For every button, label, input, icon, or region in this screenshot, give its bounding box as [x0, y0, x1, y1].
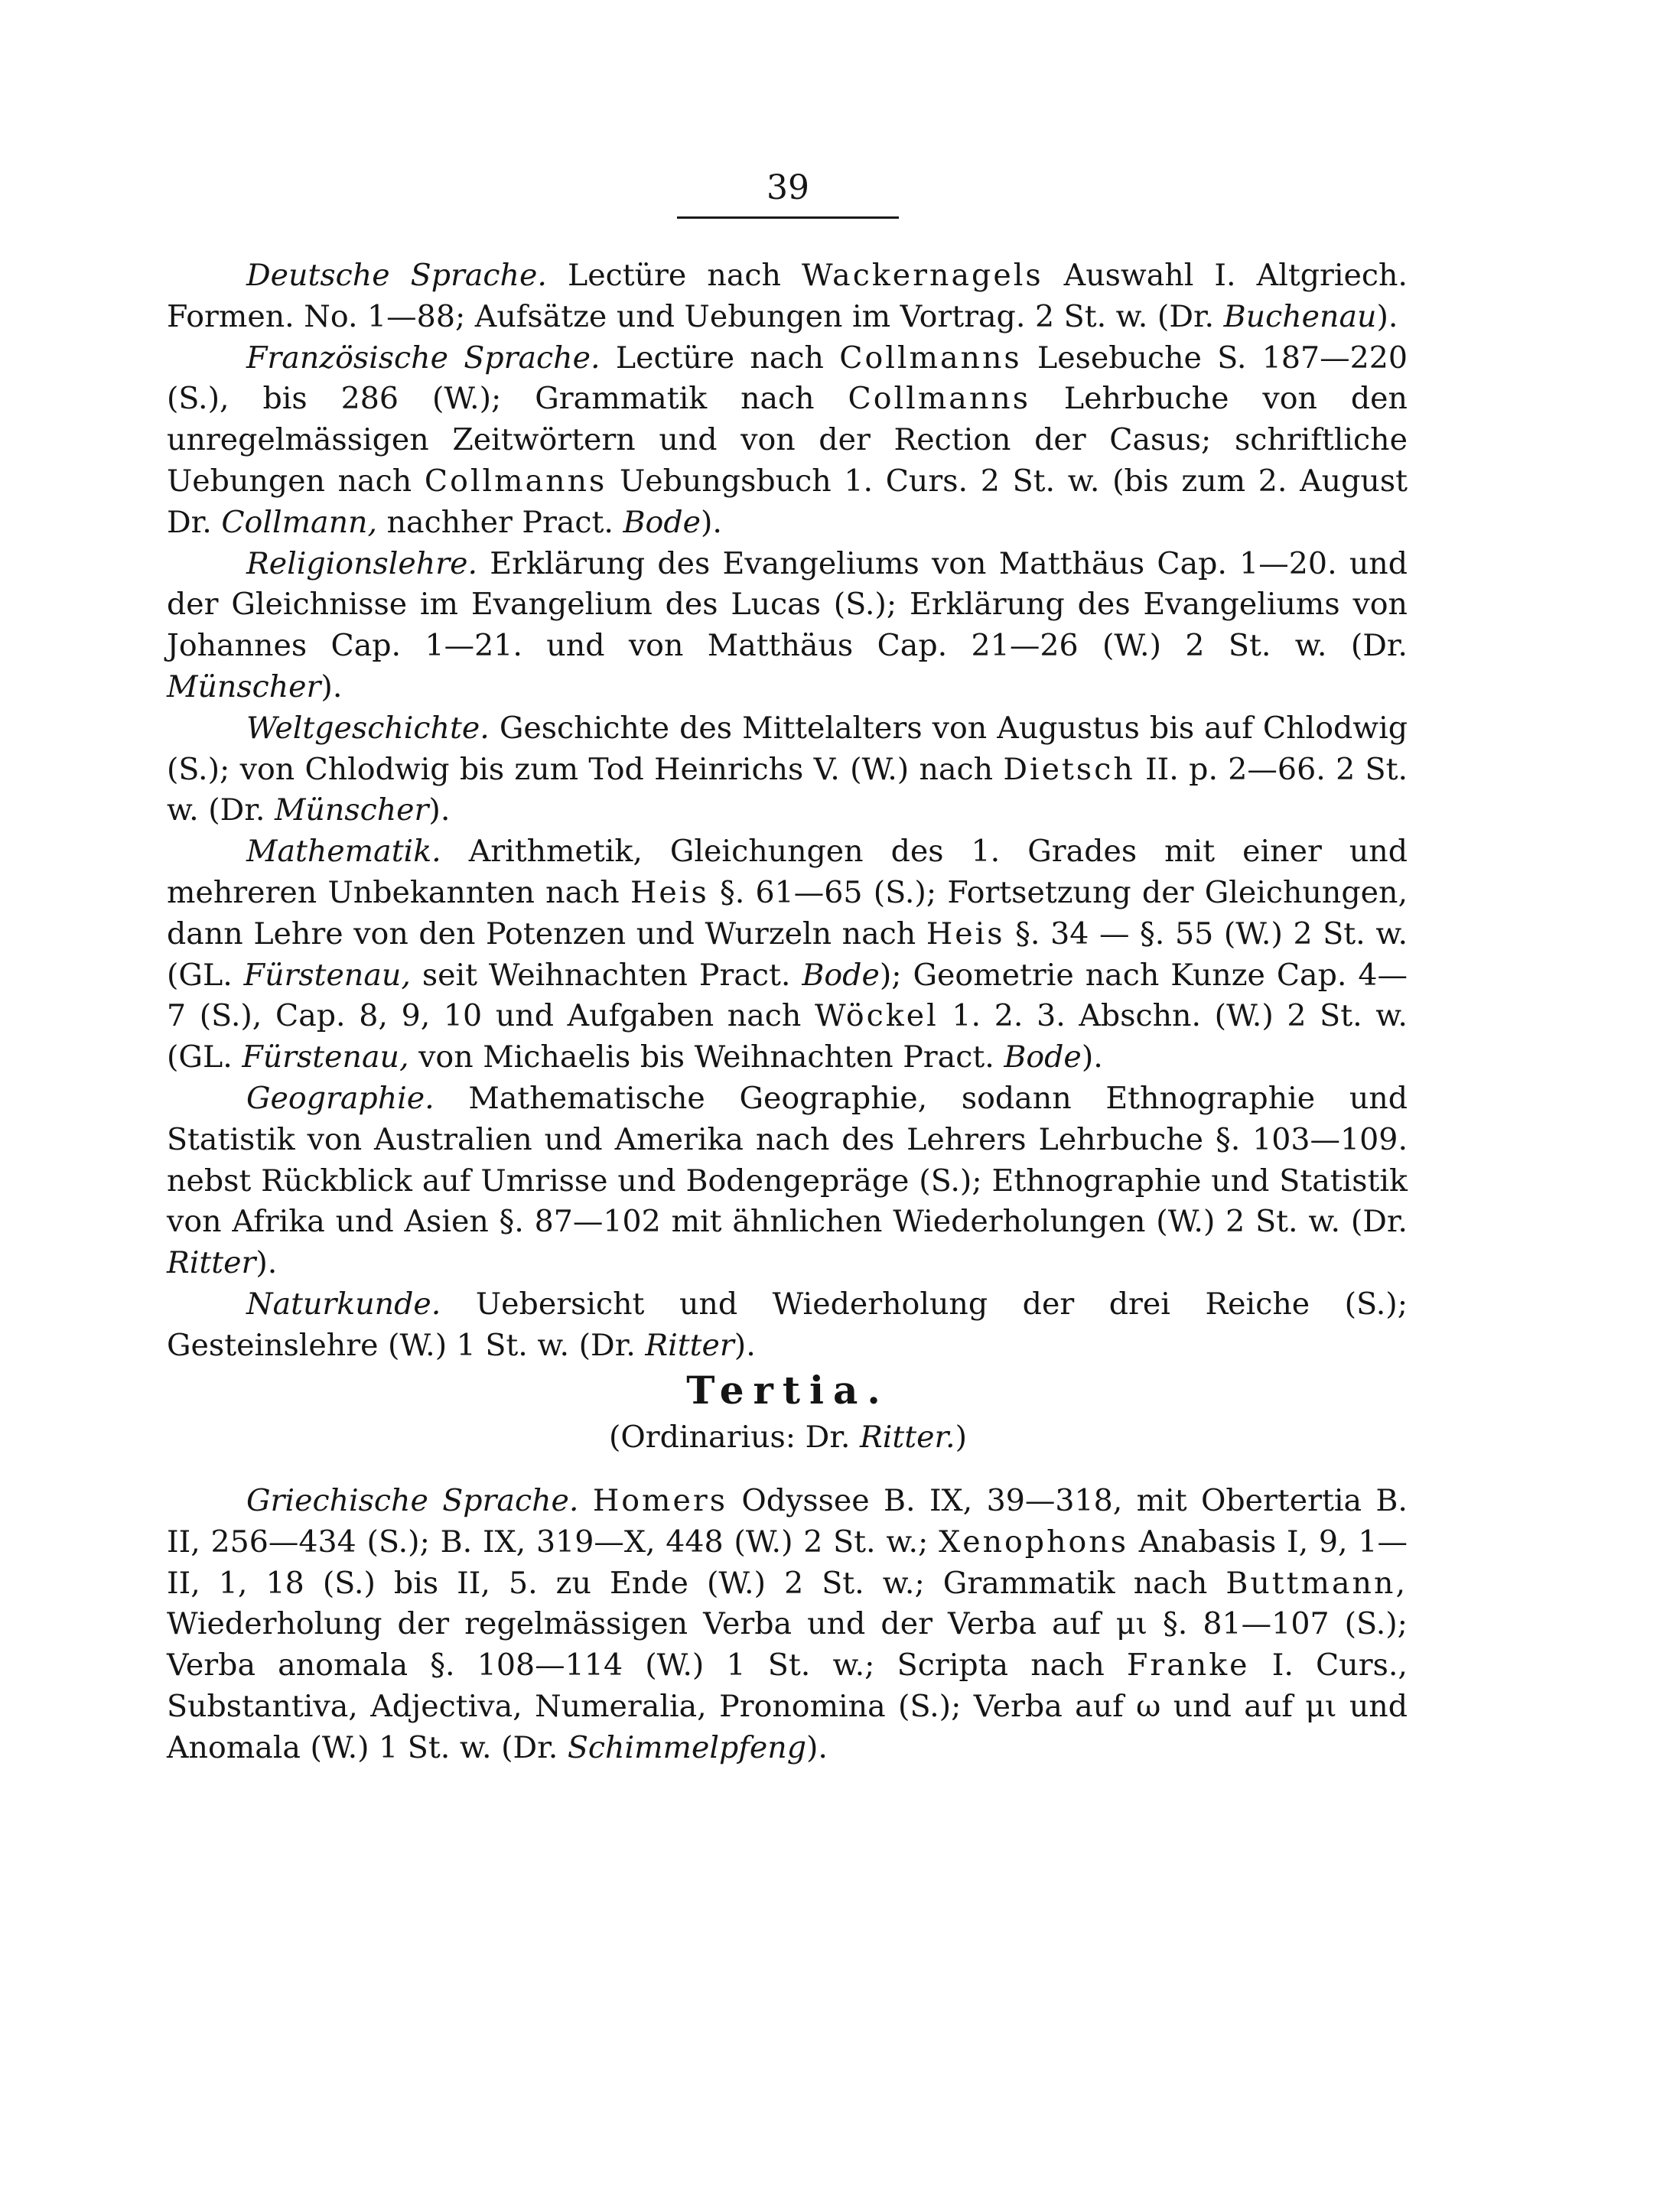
header-rule — [677, 216, 899, 219]
name-italic: Ritter — [167, 1245, 256, 1281]
paragraph-text: Uebungsbuch 1. Curs. 2 St. w. (bis zum 2. August Dr. — [167, 463, 1408, 540]
paragraph-text: §. 61—65 (S.); Fortsetzung der Gleichungen, dann Lehre von den Potenzen und Wurzeln nach — [167, 874, 1408, 951]
name-spaced: Collmanns — [839, 340, 1022, 376]
name-italic: Münscher — [274, 792, 429, 828]
name-spaced: Homers — [592, 1483, 728, 1518]
name-spaced: Collmanns — [424, 463, 607, 499]
paragraph-text: I. Curs., Substantiva, Adjectiva, Numeralia, Pronomina (S.); Verba auf ω und auf μι und Anomala (W.) 1 St. w. (Dr. — [167, 1648, 1408, 1765]
paragraph-text: ). — [321, 668, 343, 704]
name-italic: Münscher — [167, 668, 321, 704]
subject-heading: Geographie. — [246, 1080, 435, 1116]
paragraph-text: 1. 2. 3. Abschn. (W.) 2 St. w. (GL. — [167, 998, 1408, 1075]
course-paragraph — [167, 255, 1408, 338]
page-number: 39 — [767, 168, 809, 207]
paragraph-text: seit Weihnachten Pract. — [410, 957, 802, 993]
ordinarius-line — [0, 1420, 1576, 1455]
name-spaced: Wackernagels — [802, 258, 1043, 293]
subject-heading: Griechische Sprache. — [246, 1483, 579, 1518]
paragraph-text: Arithmetik, Gleichungen des 1. Grades mit einer und mehreren Unbekannten nach — [167, 834, 1408, 910]
subject-heading: Weltgeschichte. — [246, 710, 490, 746]
course-paragraph — [167, 544, 1408, 708]
paragraph-text: ). — [806, 1729, 828, 1765]
paragraph-text: II. p. 2—66. 2 St. w. (Dr. — [167, 751, 1408, 828]
paragraph-text: Lehrbuche von den unregelmässigen Zeitwörtern und von der Rection der Casus; schriftliche Uebungen nach — [167, 381, 1408, 499]
name-italic: Ritter — [645, 1327, 734, 1363]
paragraph-text: ). — [734, 1327, 756, 1363]
course-paragraph — [167, 1284, 1408, 1367]
paragraph-text: Wiederholung der regelmässigen Verba und der Verba auf μι §. 81—107 (S.); Verba anomala §. 108—114 (W.) 1 St. w.; Scripta nach — [167, 1606, 1408, 1683]
paragraph-text: Mathematische Geographie, sodann Ethnographie und Statistik von Australien und Amerika nach des Lehrers Lehrbuche §. 103—109. nebst Rückblick auf Umrisse und Bodengepräge (S.); Ethnographie und Statistik von Afrika und Asien §. 87—102 mit ähnlichen Wiederholungen (W.) 2 St. w. (Dr. — [167, 1080, 1408, 1240]
name-italic: Collmann, — [221, 504, 378, 540]
paragraph-text: ). — [701, 504, 722, 540]
paragraph-text: §. 34 — §. 55 (W.) 2 St. w. (GL. — [167, 916, 1408, 993]
paragraph-text: Auswahl I. Altgriech. Formen. No. 1—88; Aufsätze und Uebungen im Vortrag. 2 St. w. (Dr. — [167, 258, 1408, 334]
course-paragraph — [167, 1481, 1408, 1769]
paragraph-text: Uebersicht und Wiederholung der drei Reiche (S.); Gesteinslehre (W.) 1 St. w. (Dr. — [167, 1286, 1408, 1363]
course-descriptions-upper — [167, 255, 1408, 1367]
name-spaced: Heis — [926, 916, 1005, 951]
ordinarius-suffix: ) — [955, 1420, 968, 1455]
subject-heading: Naturkunde. — [246, 1286, 441, 1322]
paragraph-text — [578, 1483, 592, 1518]
subject-heading: Französische Sprache. — [246, 340, 601, 376]
name-spaced: Dietsch — [1003, 751, 1135, 787]
name-spaced: Wöckel — [814, 998, 939, 1034]
paragraph-text: ). — [428, 792, 451, 828]
paragraph-text: ); Geometrie nach Kunze Cap. 4—7 (S.), Cap. 8, 9, 10 und Aufgaben nach — [167, 957, 1408, 1034]
paragraph-text: Odyssee B. IX, 39—318, mit Obertertia B. II, 256—434 (S.); B. IX, 319—X, 448 (W.) 2 St. w.; — [167, 1483, 1408, 1560]
subject-heading: Religionslehre. — [246, 545, 478, 581]
name-italic: Fürstenau, — [242, 1039, 409, 1075]
paragraph-text: ). — [1081, 1039, 1103, 1075]
name-spaced: Heis — [630, 874, 709, 910]
paragraph-text: Lesebuche S. 187—220 (S.), bis 286 (W.); Grammatik nach — [167, 340, 1408, 417]
ordinarius-prefix: (Ordinarius: Dr. — [608, 1420, 860, 1455]
name-italic: Bode — [1004, 1039, 1082, 1075]
course-paragraph — [167, 708, 1408, 831]
name-spaced: Buttmann, — [1225, 1565, 1408, 1601]
paragraph-text: Erklärung des Evangeliums von Matthäus Cap. 1—20. und der Gleichnisse im Evangelium des Lucas (S.); Erklärung des Evangeliums von Johannes Cap. 1—21. und von Matthäus Cap. 21—26 (W.) 2 St. w. (Dr. — [167, 545, 1408, 664]
name-italic: Bode — [623, 504, 701, 540]
paragraph-text: Anabasis I, 9, 1—II, 1, 18 (S.) bis II, 5. zu Ende (W.) 2 St. w.; Grammatik nach — [167, 1524, 1408, 1601]
paragraph-text: ). — [1376, 298, 1398, 334]
name-spaced: Franke — [1126, 1648, 1250, 1683]
paragraph-text: von Michaelis bis Weihnachten Pract. — [408, 1039, 1004, 1075]
name-italic: Buchenau — [1223, 298, 1377, 334]
course-paragraph — [167, 831, 1408, 1078]
paragraph-text: Geschichte des Mittelalters von Augustus bis auf Chlodwig (S.); von Chlodwig bis zum Tod Heinrichs V. (W.) nach — [167, 710, 1408, 787]
name-spaced: Collmanns — [848, 381, 1030, 417]
subject-heading: Mathematik. — [246, 834, 441, 870]
section-title: Tertia. — [686, 1368, 890, 1413]
paragraph-text: nachher Pract. — [377, 504, 623, 540]
paragraph-text: ). — [256, 1245, 278, 1281]
course-descriptions-lower — [167, 1481, 1408, 1769]
name-italic: Bode — [802, 957, 880, 993]
paragraph-text: Lectüre nach — [600, 340, 840, 376]
course-paragraph — [167, 1078, 1408, 1284]
name-italic: Fürstenau, — [243, 957, 411, 993]
paragraph-text: Lectüre nach — [546, 258, 802, 293]
name-spaced: Xenophons — [939, 1524, 1129, 1560]
course-paragraph — [167, 338, 1408, 544]
name-italic: Schimmelpfeng — [567, 1729, 807, 1765]
subject-heading: Deutsche Sprache. — [246, 258, 547, 293]
ordinarius-name: Ritter. — [859, 1420, 955, 1455]
